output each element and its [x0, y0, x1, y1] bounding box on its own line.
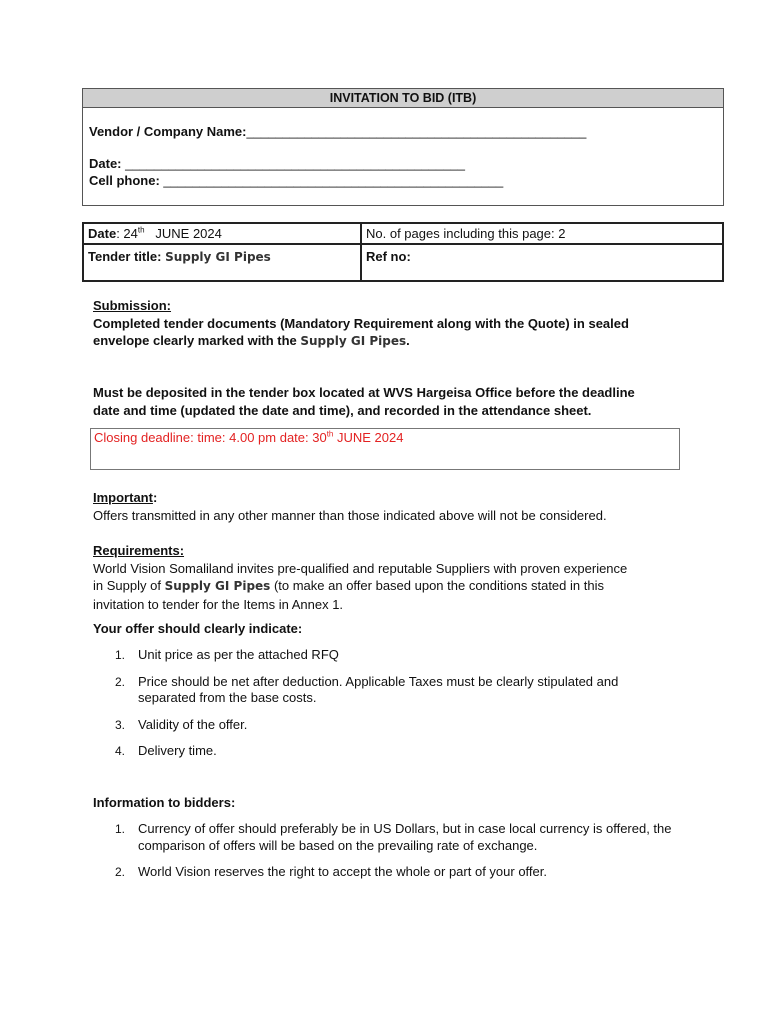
list-number: 2.	[115, 674, 126, 689]
list-text: Price should be net after deduction. Applicable Taxes must be clearly stipulated and separated from the base costs.	[138, 673, 619, 705]
submission-line-2-pre: envelope clearly marked with the	[93, 333, 297, 348]
important-heading: Important	[93, 490, 153, 505]
important-colon: :	[152, 490, 158, 505]
list-text: Currency of offer should preferably be in US Dollars, but in case local currency is offered, the comparison of offers will be based on the prevailing rate of exchange.	[138, 821, 672, 853]
submission-line-1: Completed tender documents (Mandatory Requirement along with the Quote) in sealed	[93, 315, 629, 331]
requirements-line-2	[93, 577, 693, 596]
deadline-pre: Closing deadline: time: 4.00 pm date: 30	[94, 430, 327, 445]
list-item	[93, 864, 678, 881]
list-number: 3.	[115, 717, 126, 732]
info-date-sup: th	[137, 225, 145, 235]
list-number: 4.	[115, 744, 126, 758]
list-text: Unit price as per the attached RFQ	[138, 647, 339, 662]
submission-heading: Submission:	[93, 298, 172, 313]
cell-phone-blank[interactable]: _______________________________________________	[163, 173, 504, 188]
list-item	[93, 743, 678, 760]
closing-deadline-box	[90, 428, 680, 470]
list-number: 1.	[115, 648, 126, 662]
info-date-day: : 24	[116, 226, 138, 241]
cell-phone-field	[89, 173, 503, 188]
info-date-cell	[88, 225, 222, 243]
list-item	[93, 821, 678, 854]
submission-line-2	[93, 332, 693, 351]
bidders-list	[93, 821, 678, 881]
date-blank[interactable]: _______________________________________________	[125, 156, 465, 171]
requirements-heading: Requirements:	[93, 543, 185, 558]
tender-title-value: Supply GI Pipes	[165, 250, 271, 264]
important-text: Offers transmitted in any other manner than those indicated above will not be considered.	[93, 507, 607, 523]
info-tender-cell	[88, 248, 271, 266]
info-date-label: Date	[88, 226, 117, 241]
requirements-section	[93, 542, 693, 613]
submission-line-2-post: .	[406, 333, 410, 348]
requirements-line-1: World Vision Somaliland invites pre-qualified and reputable Suppliers with proven experience	[93, 560, 628, 576]
info-table	[82, 222, 724, 282]
tender-title-label: Tender title:	[88, 249, 162, 264]
requirements-item: Supply GI Pipes	[164, 579, 271, 593]
submission-item: Supply GI Pipes	[300, 334, 407, 348]
info-date-rest: JUNE 2024	[155, 226, 222, 241]
important-section	[93, 489, 693, 524]
deposit-line-1: Must be deposited in the tender box located at WVS Hargeisa Office before the deadline	[93, 385, 635, 400]
ref-no-label: Ref no:	[366, 249, 411, 264]
deadline-post: JUNE 2024	[337, 430, 404, 445]
deadline-sup: th	[326, 429, 334, 439]
info-pages-cell: No. of pages including this page: 2	[366, 226, 566, 241]
submission-section	[93, 297, 693, 351]
deposit-section	[93, 384, 693, 419]
list-item	[93, 674, 678, 707]
deposit-line-2: date and time (updated the date and time), and recorded in the attendance sheet.	[93, 402, 592, 418]
itb-header: INVITATION TO BID (ITB)	[83, 89, 723, 108]
list-number: 1.	[115, 822, 126, 836]
date-label: Date:	[89, 156, 122, 171]
list-item	[93, 647, 678, 664]
itb-box	[82, 88, 724, 206]
table-divider-horizontal	[84, 243, 722, 245]
requirements-line-2-pre: in Supply of	[93, 578, 161, 593]
cell-phone-label: Cell phone:	[89, 173, 160, 188]
important-heading-line	[93, 489, 693, 507]
vendor-name-field	[89, 124, 586, 139]
list-number: 2.	[115, 865, 126, 879]
offer-heading: Your offer should clearly indicate:	[93, 621, 303, 636]
vendor-name-label: Vendor / Company Name:	[89, 124, 247, 139]
table-divider-vertical	[360, 224, 362, 280]
list-item	[93, 717, 678, 734]
vendor-name-blank[interactable]: _______________________________________________	[246, 124, 587, 139]
date-field	[89, 156, 465, 171]
requirements-line-2-post: (to make an offer based upon the conditions stated in this	[273, 578, 604, 593]
requirements-line-3: invitation to tender for the Items in Annex 1.	[93, 596, 344, 612]
list-text: World Vision reserves the right to accept the whole or part of your offer.	[138, 864, 547, 879]
bidders-heading: Information to bidders:	[93, 795, 236, 810]
list-text: Delivery time.	[138, 743, 217, 758]
offer-list	[93, 647, 678, 760]
closing-deadline-text	[94, 430, 403, 445]
list-text: Validity of the offer.	[138, 716, 248, 732]
